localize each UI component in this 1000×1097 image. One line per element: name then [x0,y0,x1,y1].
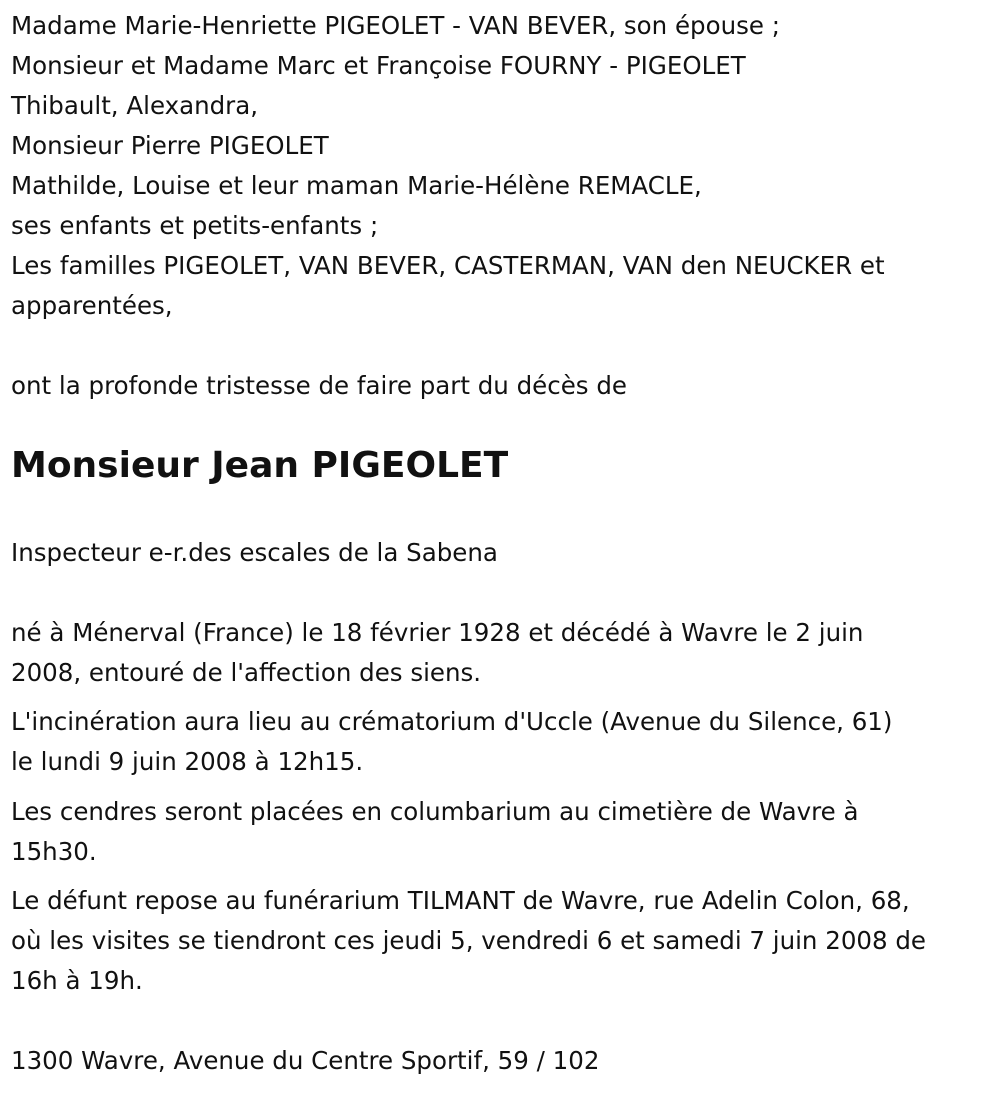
visitation-text: où les visites se tiendront ces jeudi 5, vendredi 6 et samedi 7 juin 2008 de [11,926,927,955]
family-line: ses enfants et petits-enfants ; [11,211,379,240]
family-line: Thibault, Alexandra, [11,91,259,120]
visitation-text: Le défunt repose au funérarium TILMANT de Wavre, rue Adelin Colon, 68, [11,886,910,915]
address-text: 1300 Wavre, Avenue du Centre Sportif, 59 / 102 [11,1046,600,1075]
ashes-text: 15h30. [11,837,97,866]
cremation-text: le lundi 9 juin 2008 à 12h15. [11,747,364,776]
family-line: Madame Marie-Henriette PIGEOLET - VAN BEVER, son épouse ; [11,11,780,40]
family-line: Les familles PIGEOLET, VAN BEVER, CASTERMAN, VAN den NEUCKER et [11,251,885,280]
ashes-text: Les cendres seront placées en columbarium au cimetière de Wavre à [11,797,859,826]
announcement-text: ont la profonde tristesse de faire part du décès de [11,371,627,400]
family-line: Mathilde, Louise et leur maman Marie-Hélène REMACLE, [11,171,702,200]
deceased-name: Monsieur Jean PIGEOLET [11,445,509,486]
cremation-text: L'incinération aura lieu au crématorium d'Uccle (Avenue du Silence, 61) [11,707,893,736]
family-line: apparentées, [11,291,173,320]
visitation-text: 16h à 19h. [11,966,143,995]
deceased-title: Inspecteur e-r.des escales de la Sabena [11,538,498,567]
birth-death-text: 2008, entouré de l'affection des siens. [11,658,482,687]
family-line: Monsieur Pierre PIGEOLET [11,131,329,160]
birth-death-text: né à Ménerval (France) le 18 février 1928 et décédé à Wavre le 2 juin [11,618,864,647]
family-line: Monsieur et Madame Marc et Françoise FOURNY - PIGEOLET [11,51,746,80]
